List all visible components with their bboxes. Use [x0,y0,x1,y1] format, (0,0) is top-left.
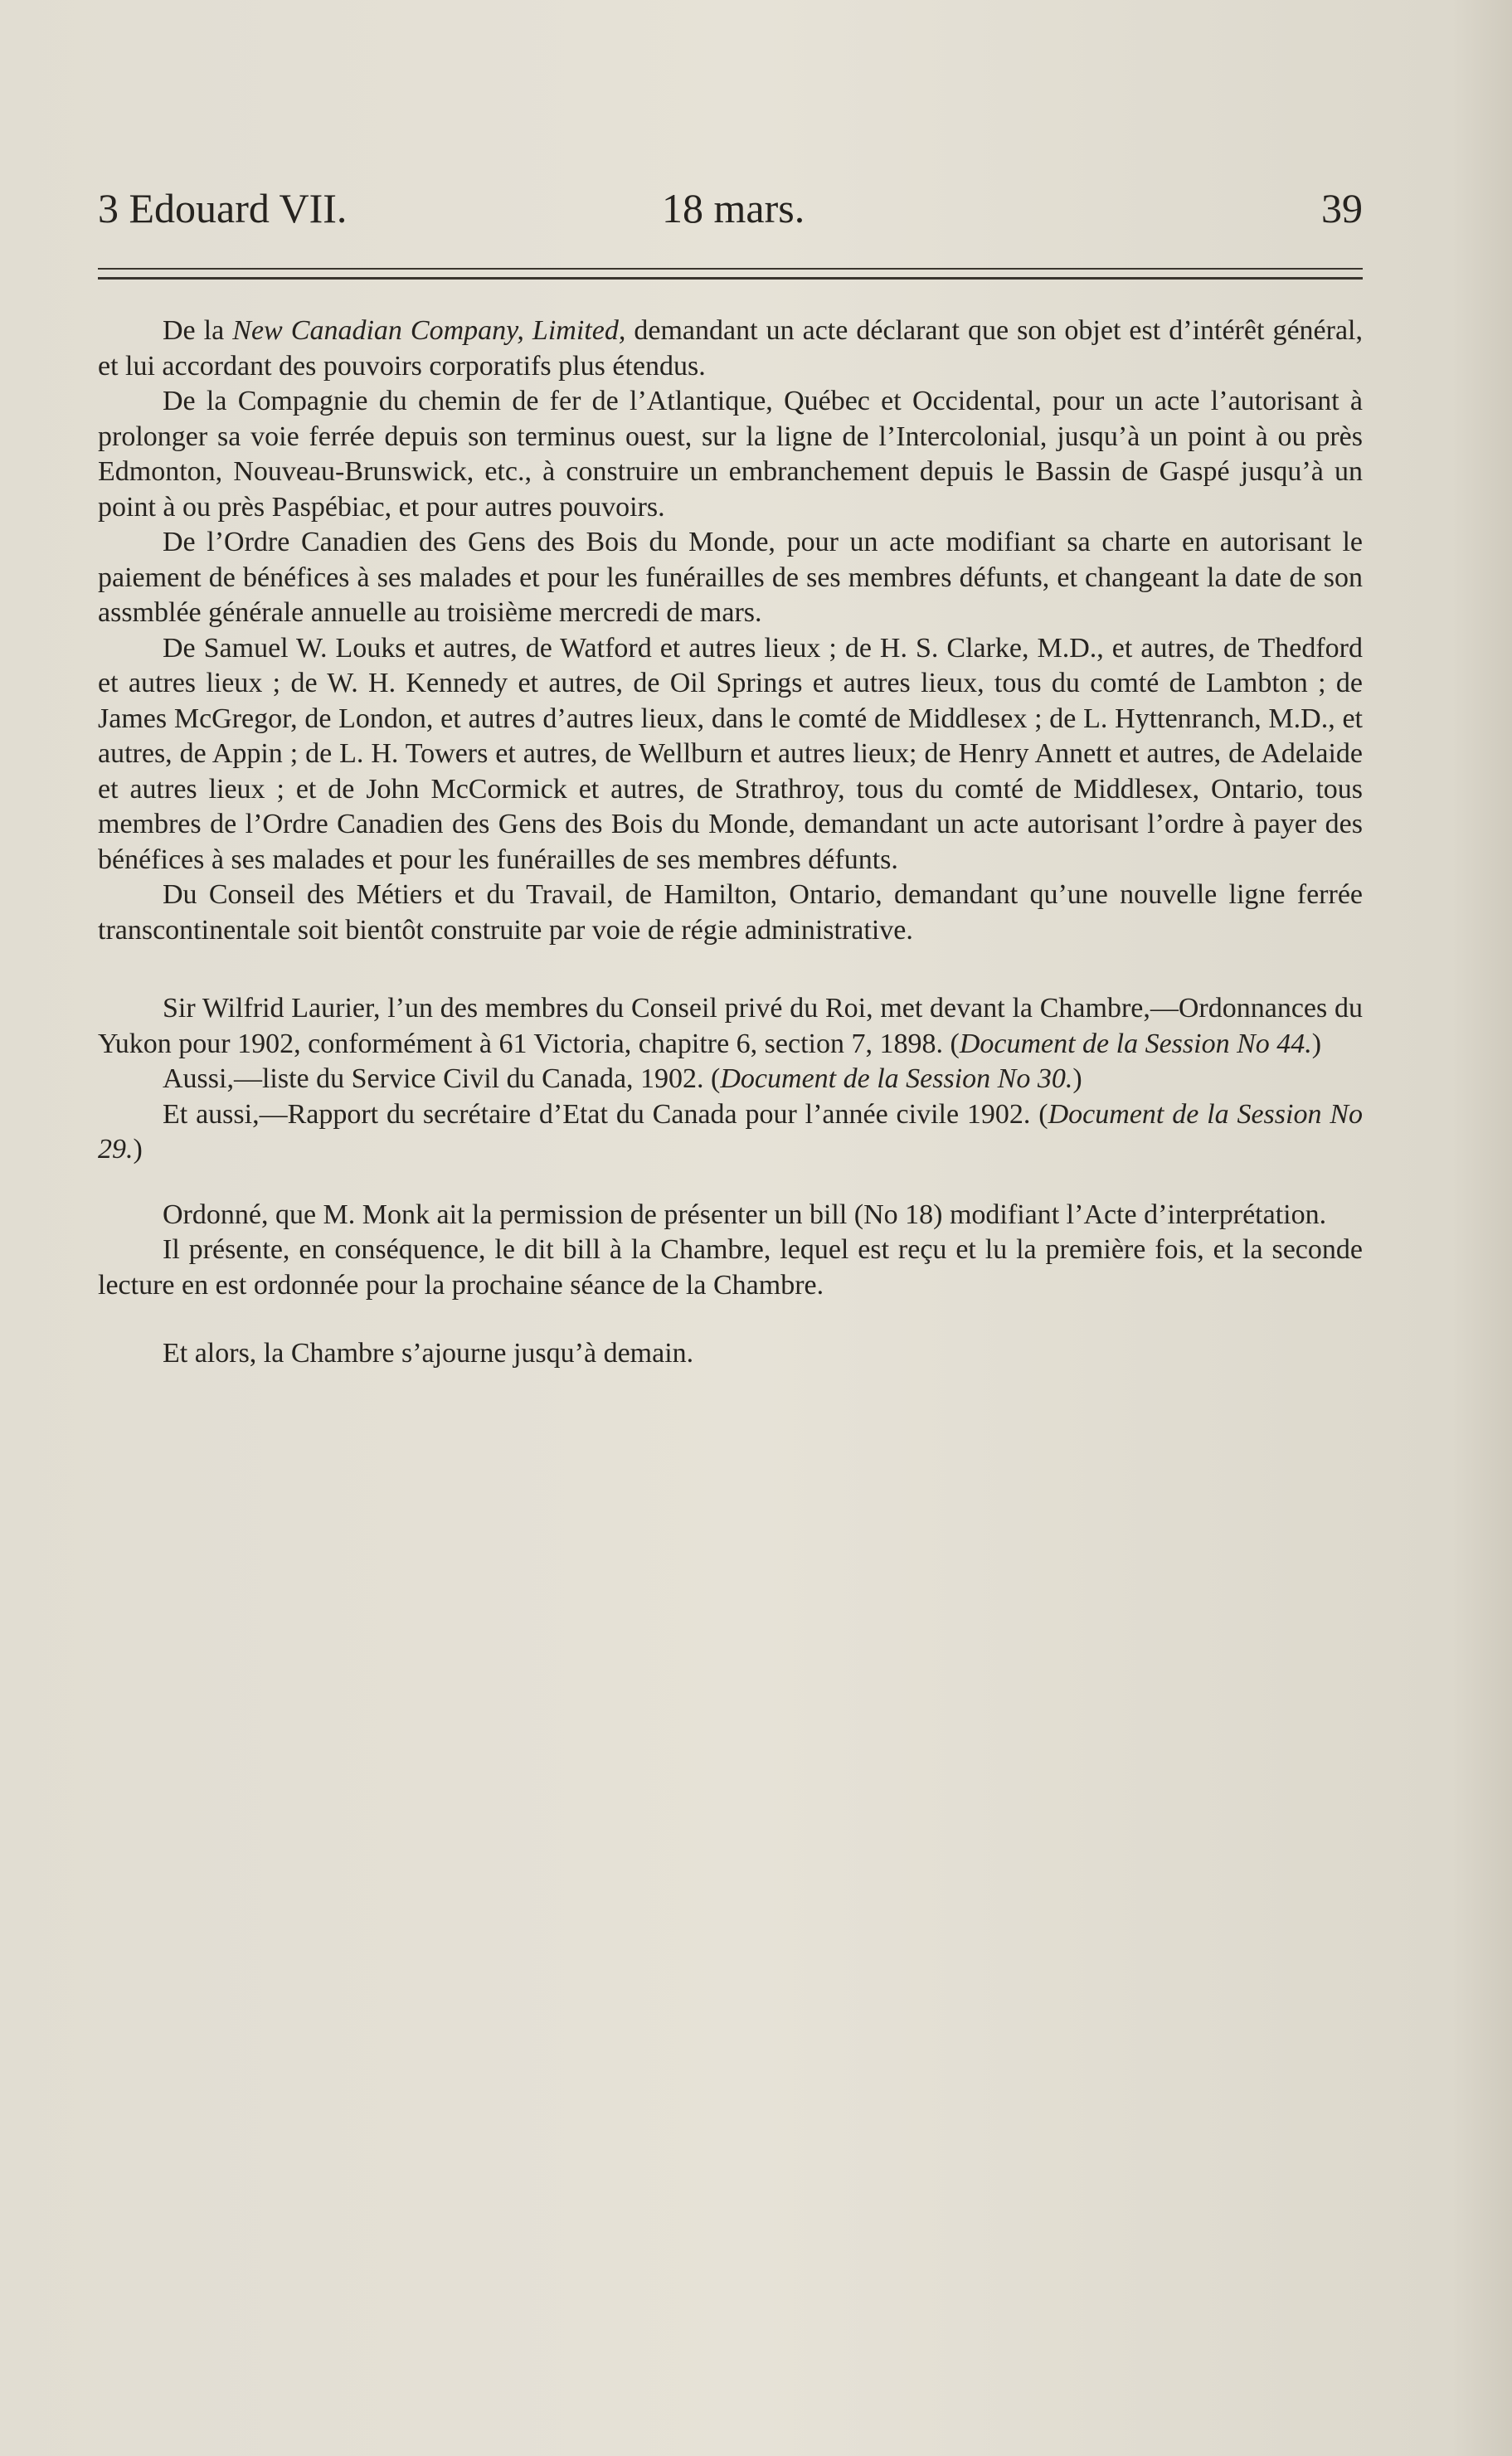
section-spacer [98,948,1363,991]
adjournment-paragraph: Et alors, la Chambre s’ajourne jusqu’à demain. [163,1338,694,1369]
petition-paragraph: De l’Ordre Canadien des Gens des Bois du Monde, pour un acte modifiant sa charte en autorisant le paiement de bénéfices à ses malades et pour les funérailles de ses membres défunts, et changeant la date de son assmblée générale annuelle au troisième mercredi de mars. [98,527,1363,628]
regnal-year: 3 Edouard VII. [98,185,348,231]
petition-paragraph: De la New Canadian Company, Limited, demandant un acte déclarant que son objet est d’intérêt général, et lui accordant des pouvoirs corporatifs plus étendus. [98,315,1363,382]
page-header [98,184,1363,242]
header-rule-top [98,268,1363,270]
page-date: 18 mars. [662,185,805,231]
page-body [98,314,1363,1372]
petition-paragraph: De la Compagnie du chemin de fer de l’Atlantique, Québec et Occidental, pour un acte l’autorisant à prolonger sa voie ferrée depuis son terminus ouest, sur la ligne de l’Intercolonial, jusqu’à un point à ou près Edmonton, Nouveau-Brunswick, etc., à construire un embranchement depuis le Bassin de Gaspé jusqu’à un point à ou près Paspébiac, et pour autres pouvoirs. [98,386,1363,523]
section-spacer [98,1168,1363,1198]
section-spacer [98,1303,1363,1336]
order-paragraph: Ordonné, que M. Monk ait la permission de présenter un bill (No 18) modifiant l’Acte d’interprétation. [163,1199,1327,1230]
document-tabled-paragraph: Et aussi,—Rapport du secrétaire d’Etat du Canada pour l’année civile 1902. (Document de la Session No 29.) [98,1098,1363,1165]
page-number: 39 [1321,185,1363,231]
document-tabled-paragraph: Sir Wilfrid Laurier, l’un des membres du Conseil privé du Roi, met devant la Chambre,—Ordonnances du Yukon pour 1902, conformément à 61 Victoria, chapitre 6, section 7, 1898. (Document de la Session No 44.) [98,993,1363,1059]
document-tabled-paragraph: Aussi,—liste du Service Civil du Canada, 1902. (Document de la Session No 30.) [163,1063,1082,1094]
petition-paragraph: De Samuel W. Louks et autres, de Watford et autres lieux ; de H. S. Clarke, M.D., et autres, de Thedford et autres lieux ; de W. H. Kennedy et autres, de Oil Springs et autres lieux, tous du comté de Lambton ; de James McGregor, de London, et autres d’autres lieux, dans le comté de Middlesex ; de L. Hyttenranch, M.D., et autres, de Appin ; de L. H. Towers et autres, de Wellburn et autres lieux; de Henry Annett et autres, de Adelaide et autres lieux ; et de John McCormick et autres, de Strathroy, tous du comté de Middlesex, Ontario, tous membres de l’Ordre Canadien des Gens des Bois du Monde, demandant un acte autorisant l’ordre à payer des bénéfices à ses malades et pour les funérailles de ses membres défunts. [98,632,1363,875]
petition-paragraph: Du Conseil des Métiers et du Travail, de Hamilton, Ontario, demandant qu’une nouvelle ligne ferrée transcontinentale soit bientôt construite par voie de régie administrative. [98,879,1363,946]
header-rule-bottom [98,277,1363,280]
order-paragraph: Il présente, en conséquence, le dit bill à la Chambre, lequel est reçu et lu la première fois, et la seconde lecture en est ordonnée pour la prochaine séance de la Chambre. [98,1234,1363,1301]
